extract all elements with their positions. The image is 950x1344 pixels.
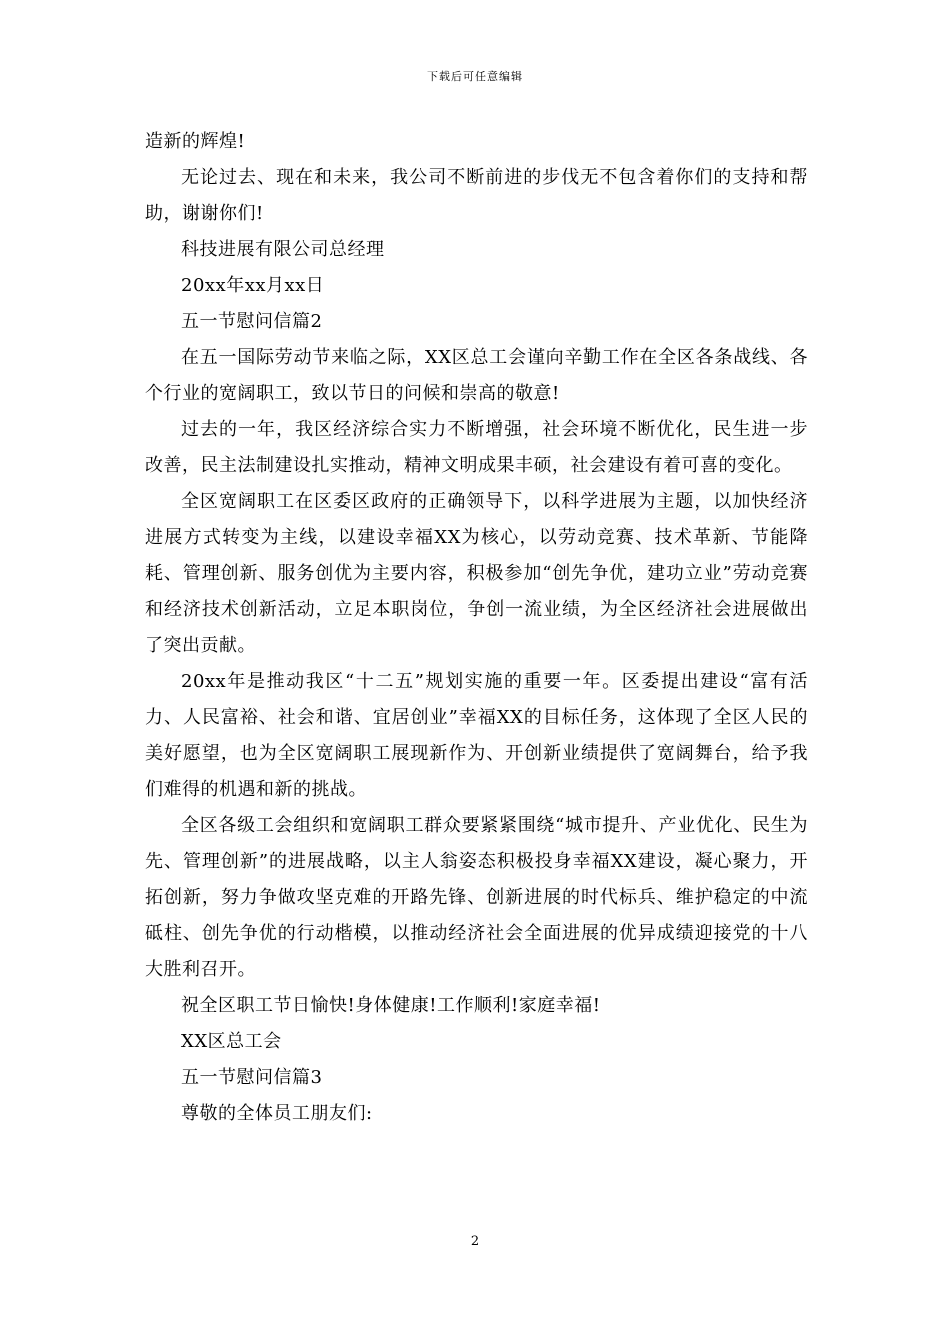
signature-union: XX区总工会 bbox=[181, 1031, 282, 1052]
document-body bbox=[145, 124, 808, 1132]
paragraph-achievements: 全区宽阔职工在区委区政府的正确领导下，以科学进展为主题，以加快经济进展方式转变为主线，以建设幸福XX为核心，以劳动竞赛、技术革新、节能降耗、管理创新、服务创优为主要内容，积极参加“创先争优，建功立业”劳动竞赛和经济技术创新活动，立足本职岗位，争创一流业绩，为全区经济社会进展做出了突出贡献。 bbox=[145, 491, 808, 656]
section-heading-2: 五一节慰问信篇2 bbox=[181, 311, 323, 332]
signature-company: 科技进展有限公司总经理 bbox=[181, 239, 385, 260]
paragraph-continuation: 造新的辉煌! bbox=[145, 131, 246, 152]
paragraph-wishes: 祝全区职工节日愉快!身体健康!工作顺利!家庭幸福! bbox=[181, 995, 601, 1016]
paragraph-past-year: 过去的一年，我区经济综合实力不断增强，社会环境不断优化，民生进一步改善，民主法制建设扎实推动，精神文明成果丰硕，社会建设有着可喜的变化。 bbox=[145, 419, 808, 476]
page-header-note: 下载后可任意编辑 bbox=[427, 70, 523, 83]
paragraph-goals: 20xx年是推动我区“十二五”规划实施的重要一年。区委提出建设“富有活力、人民富裕、社会和谐、宜居创业”幸福XX的目标任务，这体现了全区人民的美好愿望，也为全区宽阔职工展现新作为、开创新业绩提供了宽阔舞台，给予我们难得的机遇和新的挑战。 bbox=[145, 671, 808, 800]
paragraph-greeting: 在五一国际劳动节来临之际，XX区总工会谨向辛勤工作在全区各条战线、各个行业的宽阔职工，致以节日的问候和崇高的敬意! bbox=[145, 347, 808, 404]
salutation: 尊敬的全体员工朋友们: bbox=[181, 1103, 373, 1124]
signature-date: 20xx年xx月xx日 bbox=[181, 275, 325, 296]
section-heading-3: 五一节慰问信篇3 bbox=[181, 1067, 323, 1088]
paragraph-call-to-action: 全区各级工会组织和宽阔职工群众要紧紧围绕“城市提升、产业优化、民生为先、管理创新”的进展战略，以主人翁姿态积极投身幸福XX建设，凝心聚力，开拓创新，努力争做攻坚克难的开路先锋、创新进展的时代标兵、维护稳定的中流砥柱、创先争优的行动楷模，以推动经济社会全面进展的优异成绩迎接党的十八大胜利召开。 bbox=[145, 815, 808, 980]
page-number: 2 bbox=[470, 1234, 480, 1249]
paragraph-thanks: 无论过去、现在和未来，我公司不断前进的步伐无不包含着你们的支持和帮助，谢谢你们! bbox=[145, 167, 808, 224]
